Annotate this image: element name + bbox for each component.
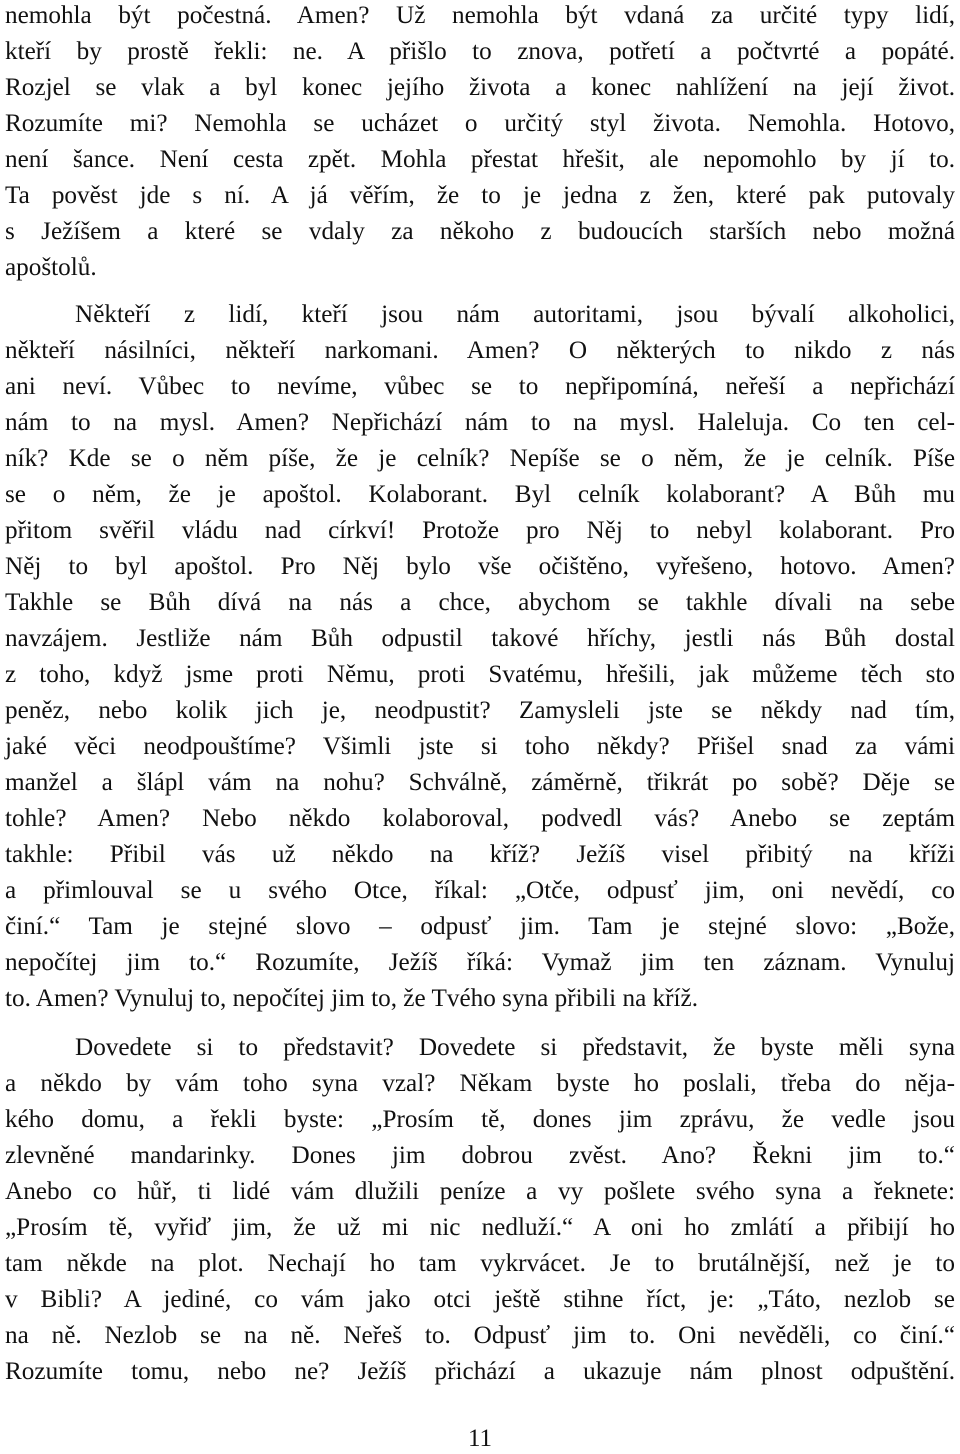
text-line: někteří násilníci, někteří narkomani. Amen? O některých to nikdo z nás (5, 337, 955, 364)
text-line: Takhle se Bůh dívá na nás a chce, abychom se takhle dívali na sebe (5, 589, 955, 616)
text-line: Rozjel se vlak a byl konec jejího života a konec nahlížení na její život. (5, 74, 955, 101)
text-line: navzájem. Jestliže nám Bůh odpustil takové hříchy, jestli nás Bůh dostal (5, 625, 955, 652)
text-line: s Ježíšem a které se vdaly za někoho z budoucích starších nebo možná (5, 218, 955, 245)
text-line: peněz, nebo kolik jich je, neodpustit? Zamysleli jste se někdy nad tím, (5, 697, 955, 724)
text-line: nám to na mysl. Amen? Nepřichází nám to na mysl. Haleluja. Co ten cel- (5, 409, 955, 436)
text-line: Něj to byl apoštol. Pro Něj bylo vše očištěno, vyřešeno, hotovo. Amen? (5, 553, 955, 580)
text-line: z toho, když jsme proti Němu, proti Svatému, hřešili, jak můžeme těch sto (5, 661, 955, 688)
text-line: Rozumíte tomu, nebo ne? Ježíš přichází a ukazuje nám plnost odpuštění. (5, 1358, 955, 1385)
text-line: není šance. Není cesta zpět. Mohla přestat hřešit, ale nepomohlo by jí to. (5, 146, 955, 173)
text-line: ník? Kde se o něm píše, že je celník? Nepíše se o něm, že je celník. Píše (5, 445, 955, 472)
text-line: manžel a šlápl vám na nohu? Schválně, záměrně, třikrát po sobě? Děje se (5, 769, 955, 796)
text-line: Rozumíte mi? Nemohla se ucházet o určitý styl života. Nemohla. Hotovo, (5, 110, 955, 137)
text-line: zlevněné mandarinky. Dones jim dobrou zvěst. Ano? Řekni jim to.“ (5, 1142, 955, 1169)
text-line: kteří by prostě řekli: ne. A přišlo to znova, potřetí a počtvrté a popáté. (5, 38, 955, 65)
text-line: činí.“ Tam je stejné slovo – odpusť jim. Tam je stejné slovo: „Bože, (5, 913, 955, 940)
page-number: 11 (467, 1425, 493, 1452)
text-line: v Bibli? A jediné, co vám jako otci ještě stihne říct, je: „Táto, nezlob se (5, 1286, 955, 1313)
text-line: tam někde na plot. Nechají ho tam vykrvácet. Je to brutálnější, než je to (5, 1250, 955, 1277)
text-line: Ta pověst jde s ní. A já věřím, že to je jedna z žen, které pak putovaly (5, 182, 955, 209)
text-line: se o něm, že je apoštol. Kolaborant. Byl celník kolaborant? A Bůh mu (5, 481, 955, 508)
text-line: apoštolů. (5, 254, 97, 281)
text-line: „Prosím tě, vyřiď jim, že už mi nic nedluží.“ A oni ho zmlátí a přibijí ho (5, 1214, 955, 1241)
text-line: takhle: Přibil vás už někdo na kříž? Ježíš visel přibitý na kříži (5, 841, 955, 868)
text-line: Anebo co hůř, ti lidé vám dlužili peníze a vy pošlete svého syna a řeknete: (5, 1178, 955, 1205)
text-line: Někteří z lidí, kteří jsou nám autoritami, jsou bývalí alkoholici, (75, 301, 955, 328)
text-line: tohle? Amen? Nebo někdo kolaboroval, podvedl vás? Anebo se zeptám (5, 805, 955, 832)
text-line: kého domu, a řekli byste: „Prosím tě, dones jim zprávu, že vedle jsou (5, 1106, 955, 1133)
text-line: jaké věci neodpouštíme? Všimli jste si toho někdy? Přišel snad za vámi (5, 733, 955, 760)
text-line: přitom svěřil vládu nad církví! Protože pro Něj to nebyl kolaborant. Pro (5, 517, 955, 544)
text-line: ani neví. Vůbec to nevíme, vůbec se to nepřipomíná, neřeší a nepřichází (5, 373, 955, 400)
text-line: a přimlouval se u svého Otce, říkal: „Otče, odpusť jim, oni nevědí, co (5, 877, 955, 904)
text-line: a někdo by vám toho syna vzal? Někam byste ho poslali, třeba do něja- (5, 1070, 955, 1097)
text-line: nepočítej jim to.“ Rozumíte, Ježíš říká: Vymaž jim ten záznam. Vynuluj (5, 949, 955, 976)
text-line: to. Amen? Vynuluj to, nepočítej jim to, že Tvého syna přibili na kříž. (5, 985, 698, 1012)
text-line: na ně. Nezlob se na ně. Neřeš to. Odpusť jim to. Oni nevěděli, co činí.“ (5, 1322, 955, 1349)
text-line: nemohla být počestná. Amen? Už nemohla být vdaná za určité typy lidí, (5, 2, 955, 29)
text-line: Dovedete si to představit? Dovedete si představit, že byste měli syna (75, 1034, 955, 1061)
